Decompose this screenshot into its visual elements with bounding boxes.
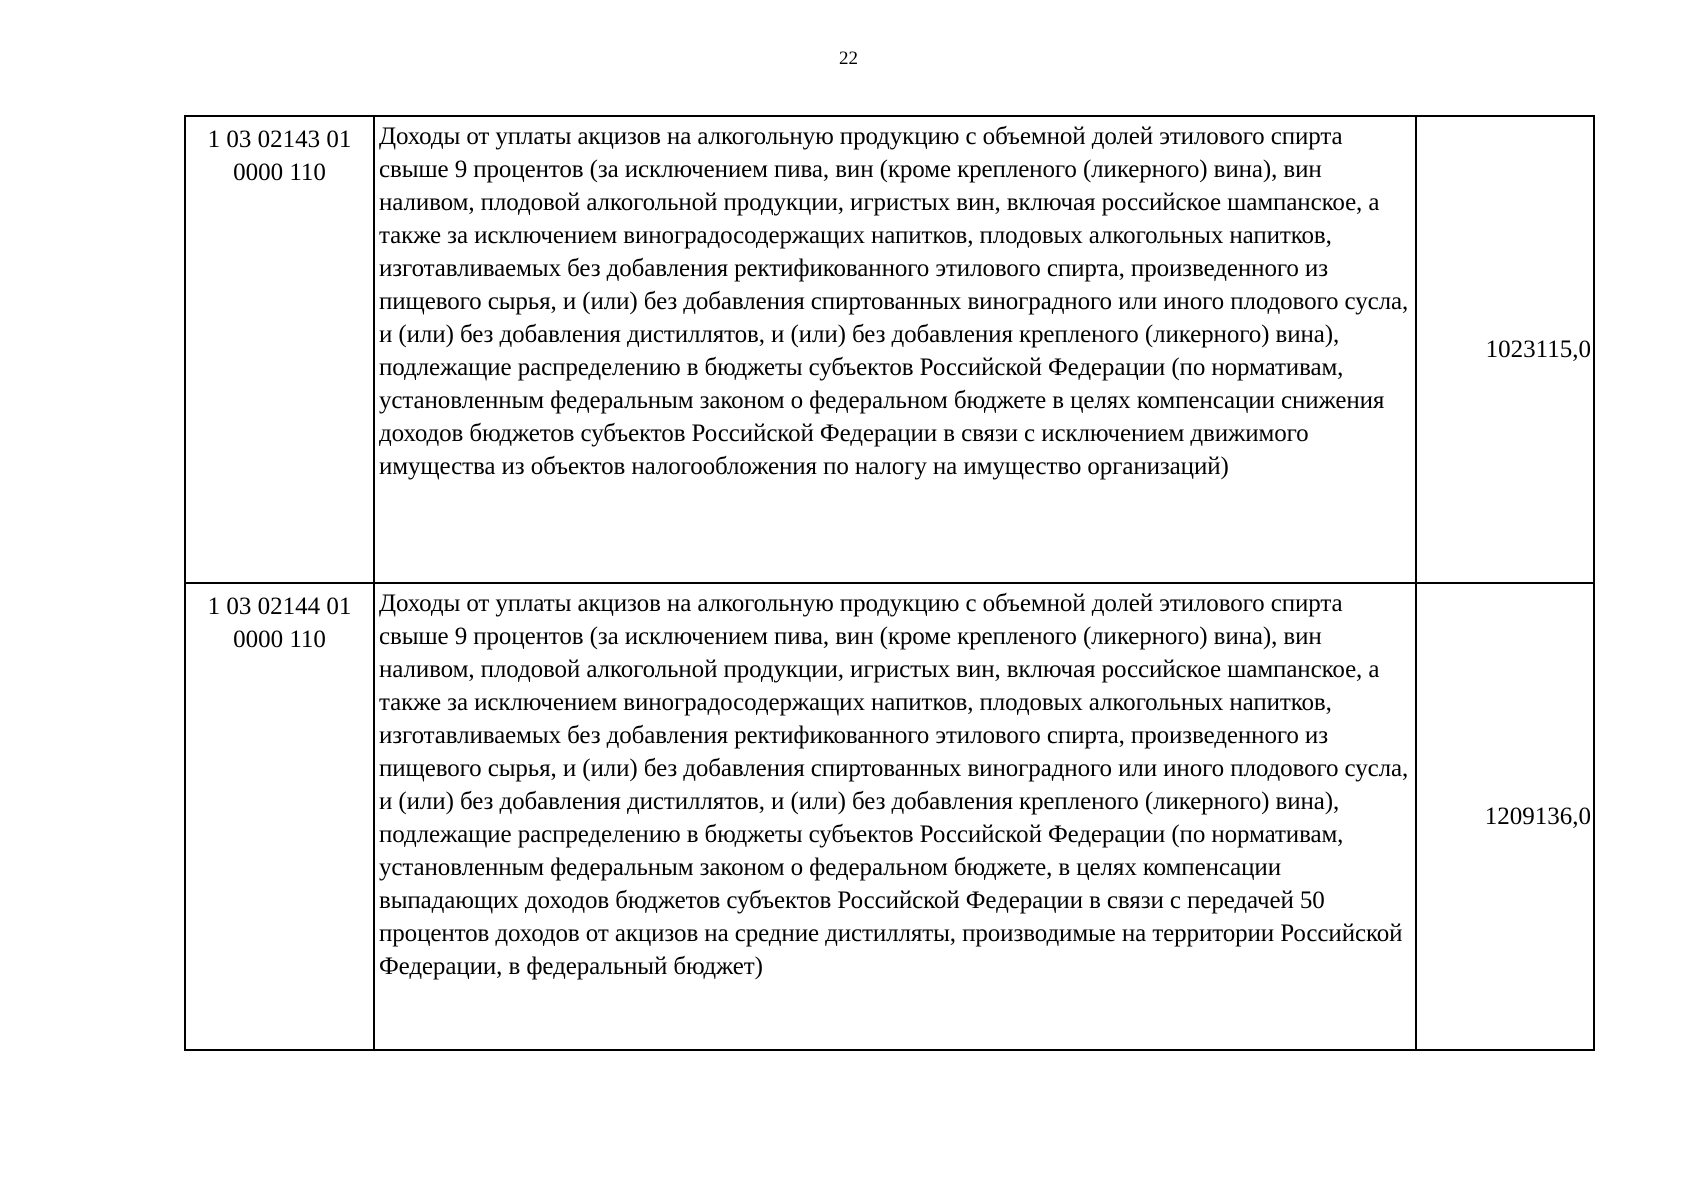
budget-code-line: 0000 110	[233, 159, 326, 186]
budget-code-cell	[185, 583, 374, 1050]
page-number: 22	[839, 48, 858, 69]
amount-cell	[1416, 116, 1594, 583]
budget-code-line: 1 03 02143 01	[207, 126, 352, 153]
budget-code-line: 0000 110	[233, 626, 326, 653]
revenue-description: Доходы от уплаты акцизов на алкогольную продукцию с объемной долей этилового спирта свыше 9 процентов (за исключением пива, вин (кроме крепленого (ликерного) вина), вин наливом, плодовой алкогольной продукции, игристых вин, включая российское шампанское, а также за исключением виноградосодержащих напитков, плодовых алкогольных напитков, изготавливаемых без добавления ректификованного этилового спирта, произведенного из пищевого сырья, и (или) без добавления спиртованных виноградного или иного плодового сусла, и (или) без добавления дистиллятов, и (или) без добавления крепленого (ликерного) вина), подлежащие распределению в бюджеты субъектов Российской Федерации (по нормативам, установленным федеральным законом о федеральном бюджете в целях компенсации снижения доходов бюджетов субъектов Российской Федерации в связи с исключением движимого имущества из объектов налогообложения по налогу на имущество организаций)	[379, 123, 1409, 480]
revenue-amount: 1023115,0	[1485, 336, 1591, 363]
budget-code-line: 1 03 02144 01	[207, 593, 352, 620]
revenue-amount: 1209136,0	[1484, 803, 1591, 830]
table-row	[185, 583, 1594, 1050]
description-cell	[374, 116, 1416, 583]
budget-code	[186, 120, 373, 189]
amount-cell	[1416, 583, 1594, 1050]
table-row	[185, 116, 1594, 583]
budget-code	[186, 587, 373, 656]
description-cell	[374, 583, 1416, 1050]
revenue-table	[184, 115, 1595, 1051]
revenue-description: Доходы от уплаты акцизов на алкогольную продукцию с объемной долей этилового спирта свыше 9 процентов (за исключением пива, вин (кроме крепленого (ликерного) вина), вин наливом, плодовой алкогольной продукции, игристых вин, включая российское шампанское, а также за исключением виноградосодержащих напитков, плодовых алкогольных напитков, изготавливаемых без добавления ректификованного этилового спирта, произведенного из пищевого сырья, и (или) без добавления спиртованных виноградного или иного плодового сусла, и (или) без добавления дистиллятов, и (или) без добавления крепленого (ликерного) вина), подлежащие распределению в бюджеты субъектов Российской Федерации (по нормативам, установленным федеральным законом о федеральном бюджете, в целях компенсации выпадающих доходов бюджетов субъектов Российской Федерации в связи с передачей 50 процентов доходов от акцизов на средние дистилляты, производимые на территории Российской Федерации, в федеральный бюджет)	[379, 590, 1409, 980]
budget-code-cell	[185, 116, 374, 583]
